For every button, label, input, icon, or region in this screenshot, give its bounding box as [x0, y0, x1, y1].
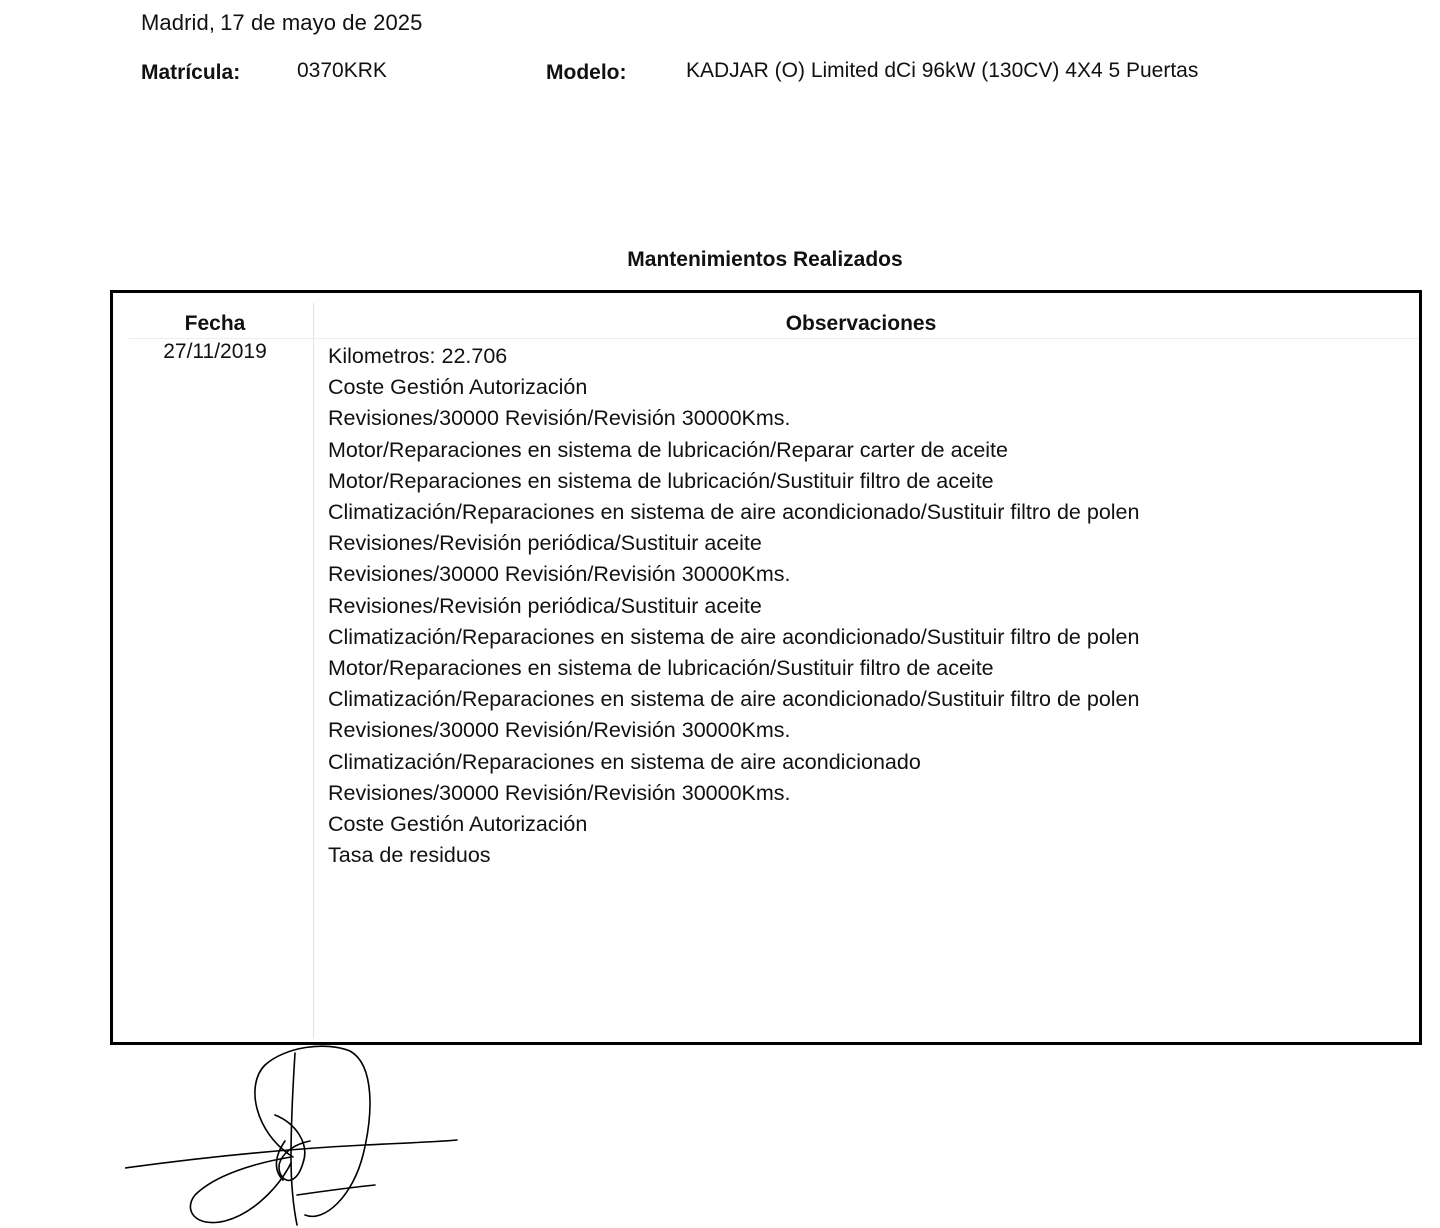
model-value: KADJAR (O) Limited dCi 96kW (130CV) 4X4 5 Puertas — [686, 59, 1199, 82]
plate-value: 0370KRK — [297, 59, 387, 82]
header-rule — [129, 338, 1419, 339]
observation-item: Motor/Reparaciones en sistema de lubricación/Sustituir filtro de aceite — [328, 656, 994, 681]
observation-item: Climatización/Reparaciones en sistema de aire acondicionado/Sustituir filtro de polen — [328, 687, 1140, 712]
observation-item: Climatización/Reparaciones en sistema de aire acondicionado — [328, 749, 921, 774]
observation-item: Coste Gestión Autorización — [328, 375, 588, 400]
observation-item: Motor/Reparaciones en sistema de lubricación/Reparar carter de aceite — [328, 437, 1008, 462]
date-text: 17 de mayo de 2025 — [220, 10, 423, 35]
observation-item: Coste Gestión Autorización — [328, 812, 588, 837]
observation-item: Revisiones/Revisión periódica/Sustituir aceite — [328, 531, 762, 556]
observation-item: Tasa de residuos — [328, 843, 491, 868]
observation-item: Revisiones/30000 Revisión/Revisión 30000Kms. — [328, 562, 791, 587]
observation-item: Revisiones/Revisión periódica/Sustituir aceite — [328, 593, 762, 618]
date-city: Madrid, — [141, 10, 216, 35]
document-date — [141, 10, 422, 36]
section-title — [0, 248, 1440, 272]
plate-label: Matrícula: — [141, 61, 241, 84]
handwritten-signature-icon — [125, 1045, 465, 1228]
column-divider — [313, 303, 314, 1039]
observation-item: Revisiones/30000 Revisión/Revisión 30000Kms. — [328, 780, 791, 805]
model-label: Modelo: — [546, 61, 627, 84]
column-header-observaciones: Observaciones — [785, 312, 937, 335]
observation-item: Climatización/Reparaciones en sistema de aire acondicionado/Sustituir filtro de polen — [328, 500, 1140, 525]
observation-item: Revisiones/30000 Revisión/Revisión 30000Kms. — [328, 406, 791, 431]
observation-item: Revisiones/30000 Revisión/Revisión 30000Kms. — [328, 718, 791, 743]
observation-item: Kilometros: 22.706 — [328, 344, 508, 368]
observation-item: Climatización/Reparaciones en sistema de aire acondicionado/Sustituir filtro de polen — [328, 624, 1140, 649]
observations-list — [328, 341, 1139, 871]
observation-item: Motor/Reparaciones en sistema de lubricación/Sustituir filtro de aceite — [328, 468, 994, 493]
column-header-fecha: Fecha — [184, 312, 246, 335]
section-title-text: Mantenimientos Realizados — [627, 248, 903, 271]
maintenance-table — [110, 290, 1422, 1045]
row-date: 27/11/2019 — [163, 340, 267, 363]
